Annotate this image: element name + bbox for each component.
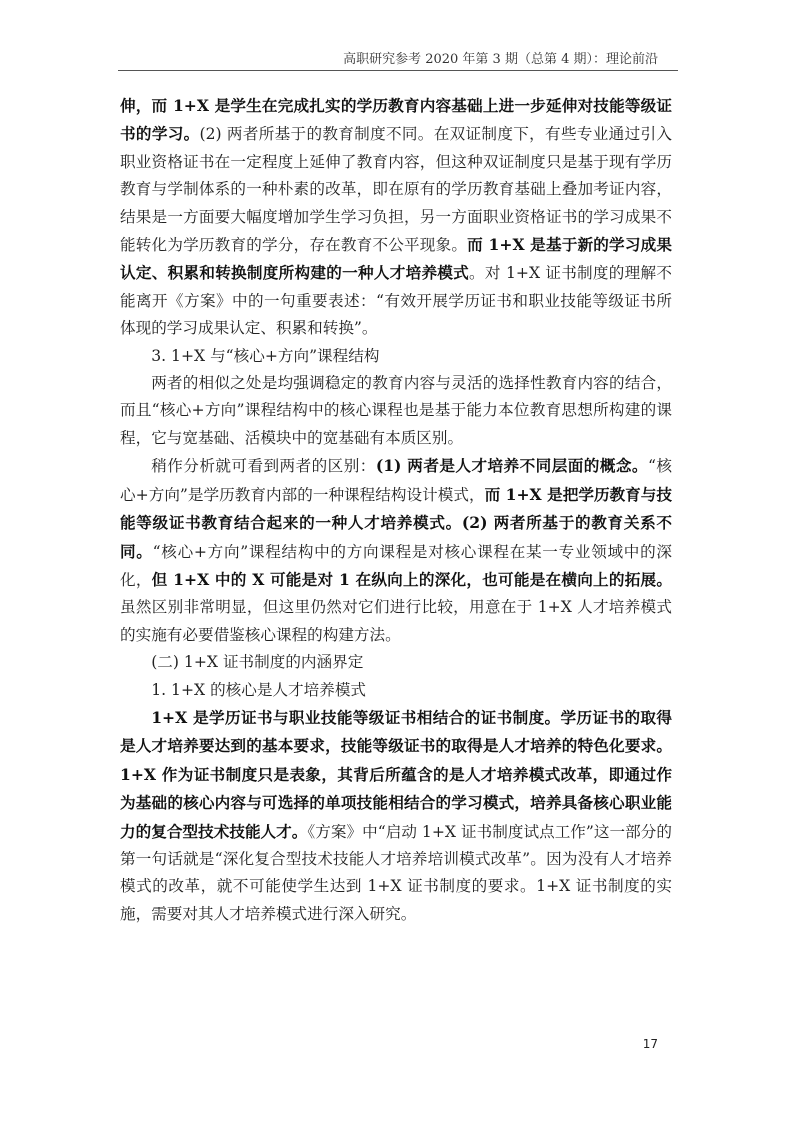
paragraph-3-text-1: 稍作分析就可看到两者的区别： xyxy=(151,457,376,476)
page-number: 17 xyxy=(642,1037,658,1051)
paragraph-4-text-1: 《方案》中“启动 1+X 证书制度试点工作”这一部分的第一句话就是“深化复合型技术技能人才培养培训模式改革”。因为没有人才培养模式的改革，就不可能使学生达到 1+X 证书制度的要求。1+X 证书制度的实施，需要对其人才培养模式进行深入研究。 xyxy=(120,822,672,923)
paragraph-3-text-3: “核心+方向”课程结构中的方向课程是对核心课程在某一专业领域中的深化， xyxy=(120,542,672,589)
subheading-3: 3. 1+X 与“核心+方向”课程结构 xyxy=(151,346,380,365)
header-rule xyxy=(118,70,678,71)
paragraph-2: 两者的相似之处是均强调稳定的教育内容与灵活的选择性教育内容的结合，而且“核心+方向”课程结构中的核心课程也是基于能力本位教育思想所构建的课程，它与宽基础、活模块中的宽基础有本质区别。 xyxy=(120,374,672,447)
paragraph-4-bold-1: 1+X 是学历证书与职业技能等级证书相结合的证书制度。学历证书的取得是人才培养要达到的基本要求，技能等级证书的取得是人才培养的特色化要求。1+X 作为证书制度只是表象，其背后所蕴含的是人才培养模式改革，即通过作为基础的核心内容与可选择的单项技能相结合的学习模式，培养具备核心职业能力的复合型技术技能人才。 xyxy=(120,707,672,841)
paragraph-4 xyxy=(120,704,672,928)
paragraph-1-bold-2: 而 1+X 是基于新的学习成果认定、积累和转换制度所构建的一种人才培养模式 xyxy=(120,235,672,283)
paragraph-3 xyxy=(120,452,672,649)
paragraph-1 xyxy=(120,92,672,343)
article-body xyxy=(120,92,672,928)
paragraph-3-bold-1: (1) 两者是人才培养不同层面的概念。 xyxy=(375,456,648,476)
paragraph-1-text-2: 。对 1+X 证书制度的理解不能离开《方案》中的一句重要表述：“有效开展学历证书和职业技能等级证书所体现的学习成果认定、积累和转换”。 xyxy=(120,264,672,338)
paragraph-3-text-4: 虽然区别非常明显，但这里仍然对它们进行比较，用意在于 1+X 人才培养模式的实施有必要借鉴核心课程的构建方法。 xyxy=(120,598,672,644)
paragraph-3-text-2: “核心+方向”是学历教育内部的一种课程结构设计模式， xyxy=(120,457,672,504)
section-heading: (二) 1+X 证书制度的内涵界定 xyxy=(151,653,364,672)
subheading-1: 1. 1+X 的核心是人才培养模式 xyxy=(151,680,367,699)
paragraph-1-text-1: (2) 两者所基于的教育制度不同。在双证制度下，有些专业通过引入职业资格证书在一定程度上延伸了教育内容，但这种双证制度只是基于现有学历教育与学制体系的一种朴素的改革，即在原有的学历教育基础上叠加考证内容，结果是一方面要大幅度增加学生学习负担，另一方面职业资格证书的学习成果不能转化为学历教育的学分，存在教育不公平现象。 xyxy=(120,125,672,255)
paragraph-1-bold-1: 伸，而 1+X 是学生在完成扎实的学历教育内容基础上进一步延伸对技能等级证书的学习。 xyxy=(120,96,672,144)
paragraph-3-bold-3: 但 1+X 中的 X 可能是对 1 在纵向上的深化，也可能是在横向上的拓展。 xyxy=(151,569,672,589)
running-header: 高职研究参考 2020 年第 3 期（总第 4 期）：理论前沿 xyxy=(343,52,658,67)
paragraph-3-bold-2: 而 1+X 是把学历教育与技能等级证书教育结合起来的一种人才培养模式。(2) 两者所基于的教育关系不同。 xyxy=(120,484,672,561)
